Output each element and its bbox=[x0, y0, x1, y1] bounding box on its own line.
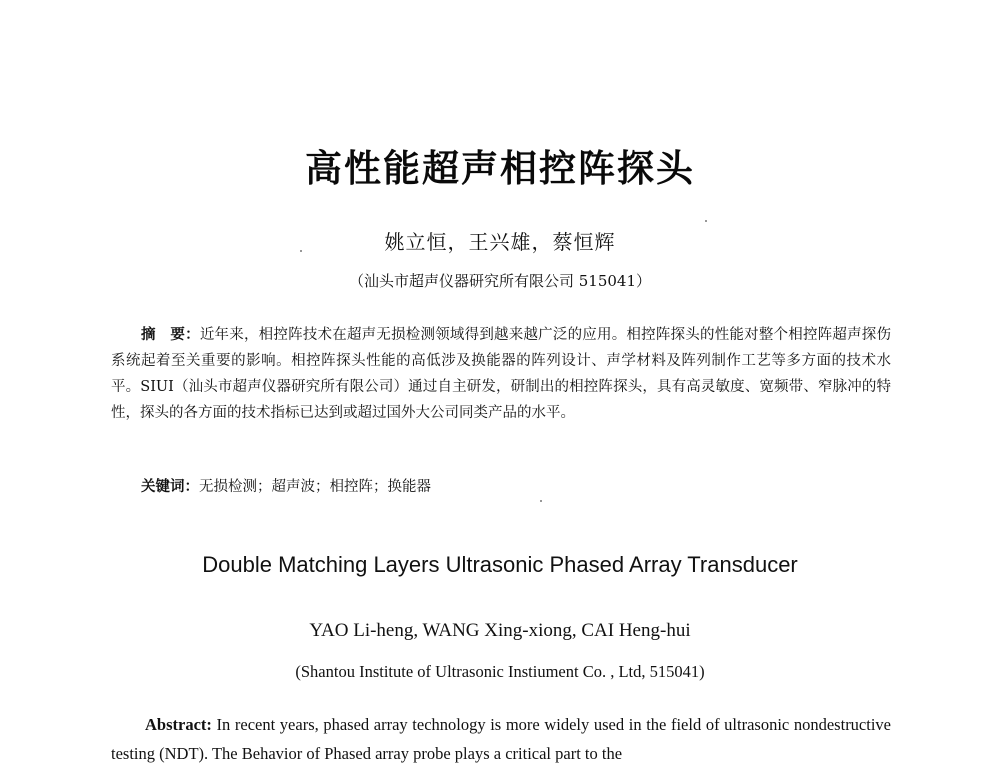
scan-speck bbox=[540, 500, 542, 502]
chinese-keywords-label: 关键词： bbox=[141, 479, 199, 495]
chinese-keywords bbox=[141, 474, 891, 500]
english-affiliation: (Shantou Institute of Ultrasonic Instiument Co. , Ltd, 515041) bbox=[295, 662, 705, 681]
english-abstract bbox=[111, 710, 891, 768]
chinese-keywords-text: 无损检测；超声波；相控阵；换能器 bbox=[199, 479, 431, 495]
scan-speck bbox=[705, 220, 707, 222]
english-authors: YAO Li-heng, WANG Xing-xiong, CAI Heng-hui bbox=[309, 620, 691, 641]
english-abstract-text: In recent years, phased array technology is more widely used in the field of ultrasonic nondestructive testing (NDT). The Behavior of Phased array probe plays a critical part to the bbox=[111, 715, 891, 763]
scan-speck bbox=[300, 250, 302, 252]
english-title: Double Matching Layers Ultrasonic Phased Array Transducer bbox=[202, 552, 798, 577]
chinese-abstract bbox=[111, 322, 891, 426]
english-abstract-label: Abstract: bbox=[145, 715, 212, 734]
chinese-title: 高性能超声相控阵探头 bbox=[305, 147, 695, 190]
chinese-abstract-label: 摘 要： bbox=[141, 327, 200, 343]
chinese-affiliation: （汕头市超声仪器研究所有限公司 515041） bbox=[348, 272, 652, 290]
chinese-abstract-text: 近年来，相控阵技术在超声无损检测领域得到越来越广泛的应用。相控阵探头的性能对整个相控阵超声探伤系统起着至关重要的影响。相控阵探头性能的高低涉及换能器的阵列设计、声学材料及阵列制作工艺等多方面的技术水平。SIUI（汕头市超声仪器研究所有限公司）通过自主研发，研制出的相控阵探头，具有高灵敏度、宽频带、窄脉冲的特性，探头的各方面的技术指标已达到或超过国外大公司同类产品的水平。 bbox=[111, 327, 891, 421]
chinese-authors: 姚立恒，王兴雄，蔡恒辉 bbox=[384, 230, 616, 254]
